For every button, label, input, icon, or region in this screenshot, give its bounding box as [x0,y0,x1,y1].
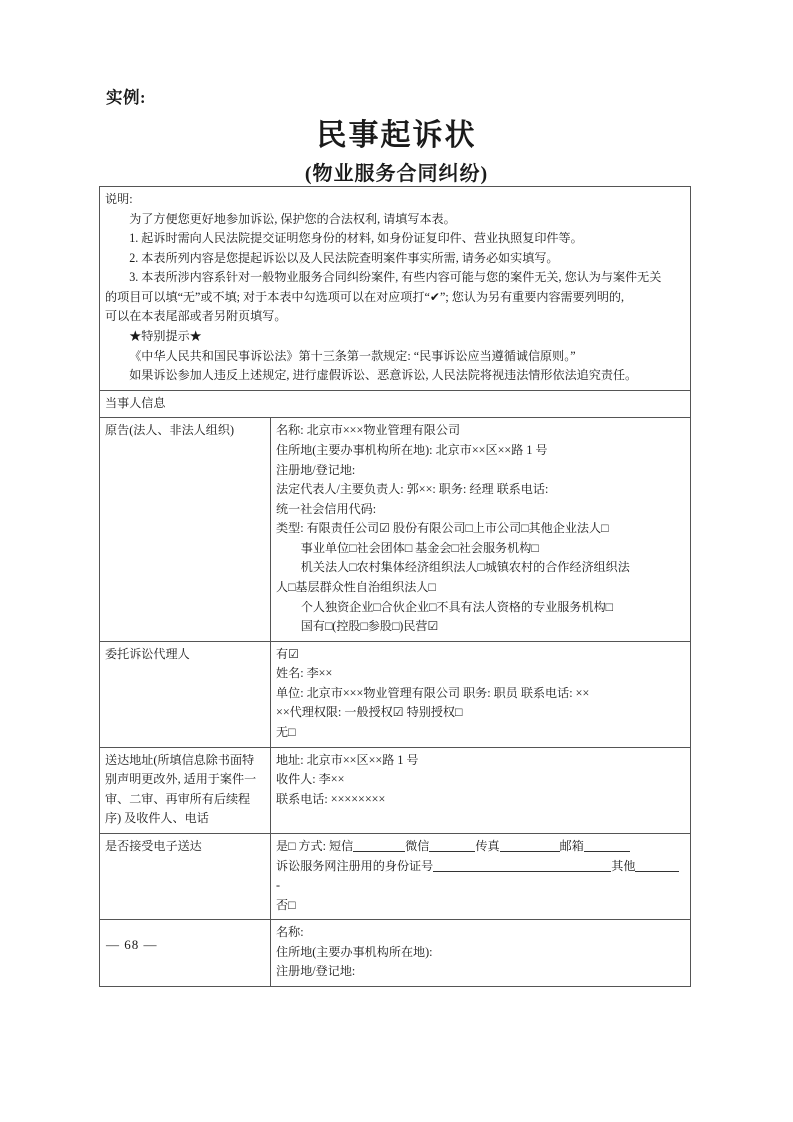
service-address-value: 地址: 北京市××区××路 1 号 [276,752,419,767]
agent-unit: 单位: 北京市×××物业管理有限公司 职务: 职员 联系电话: ×× [276,685,590,700]
row-value-agent [271,641,691,747]
table-row-section-party-info [100,390,691,418]
other-input[interactable] [635,871,679,872]
row-label-service-address: 送达地址(所填信息除书面特别声明更改外, 适用于案件一审、二审、再审所有后续程序) 及收件人、电话 [100,747,271,833]
section-header-party-info: 当事人信息 [100,390,691,418]
table-row-defendant [100,920,691,987]
example-label: 实例: [106,88,146,107]
row-value-plaintiff [271,418,691,641]
instructions-line: 如果诉讼参加人违反上述规定, 进行虚假诉讼、恶意诉讼, 人民法院将视违法情形依法追究责任。 [129,368,638,383]
instructions-heading: 说明: [105,192,133,206]
defendant-registration: 注册地/登记地: [276,964,356,979]
table-row-plaintiff [100,418,691,641]
instructions-line: 《中华人民共和国民事诉讼法》第十三条第一款规定: “民事诉讼应当遵循诚信原则。” [129,348,576,363]
defendant-address: 住所地(主要办事机构所在地): [276,944,433,959]
wechat-input[interactable] [429,851,475,852]
email-input[interactable] [584,851,630,852]
instructions-line: 为了方便您更好地参加诉讼, 保护您的合法权利, 请填写本表。 [129,211,456,226]
e-service-wechat-label: 微信 [405,838,430,853]
plaintiff-type-option-text: 个人独资企业□合伙企业□不具有法人资格的专业服务机构□ [300,599,613,614]
plaintiff-type-option-text: 国有□(控股□参股□)民营☑ [300,619,439,634]
page-subtitle: (物业服务合同纠纷) [304,163,489,185]
e-service-email-label: 邮箱 [559,838,584,853]
sms-input[interactable] [353,851,405,852]
row-label-agent: 委托诉讼代理人 [100,641,271,747]
agent-none-checkbox[interactable]: 无□ [276,725,296,740]
plaintiff-legal-representative: 法定代表人/主要负责人: 郭××: 职务: 经理 联系电话: [276,482,549,497]
civil-complaint-form [99,186,691,987]
service-phone: 联系电话: ×××××××× [276,791,386,806]
instructions-line: 3. 本表所涉内容系针对一般物业服务合同纠纷案件, 有些内容可能与您的案件无关, 您认为与案件无关 [129,270,662,285]
instructions-cell [100,187,691,391]
table-row-service-address [100,747,691,833]
row-value-electronic-service [271,833,691,919]
plaintiff-type-option-line[interactable]: 人□基层群众性自治组织法人□ [276,579,436,594]
instructions-line: 2. 本表所列内容是您提起诉讼以及人民法院查明案件事实所需, 请务必如实填写。 [129,250,559,265]
special-notice-heading: ★特别提示★ [129,329,202,344]
plaintiff-type-option-line[interactable] [276,617,685,637]
page-number-footer: — 68 — [106,937,158,952]
row-value-service-address [271,747,691,833]
e-service-id-label: 诉讼服务网注册用的身份证号 [276,858,434,873]
row-label-electronic-service: 是否接受电子送达 [100,833,271,919]
row-label-defendant [100,920,271,987]
agent-has-checkbox[interactable]: 有☑ [276,646,299,661]
e-service-fax-label: 传真 [475,838,500,853]
agent-authority-options[interactable]: ××代理权限: 一般授权☑ 特别授权□ [276,705,463,720]
instructions-line: 可以在本表尾部或者另附页填写。 [105,309,287,324]
e-service-other-label: 其他 [611,858,636,873]
plaintiff-type-option-text: 事业单位□社会团体□ 基金会□社会服务机构□ [300,540,539,555]
plaintiff-type-option-line[interactable] [276,558,685,578]
plaintiff-name: 名称: 北京市×××物业管理有限公司 [276,423,461,438]
e-service-yes-checkbox[interactable]: 是□ 方式: 短信 [276,838,354,853]
plaintiff-credit-code: 统一社会信用代码: [276,501,377,516]
table-row-electronic-service [100,833,691,919]
agent-name: 姓名: 李×× [276,666,333,681]
plaintiff-type-option-text: 机关法人□农村集体经济组织法人□城镇农村的合作经济组织法 [300,560,630,575]
fax-input[interactable] [500,851,560,852]
defendant-name: 名称: [276,925,304,940]
plaintiff-registration: 注册地/登记地: [276,462,356,477]
e-service-methods-line[interactable] [276,837,685,857]
instructions-line: 1. 起诉时需向人民法院提交证明您身份的材料, 如身份证复印件、营业执照复印件等。 [129,231,583,246]
e-service-id-line[interactable] [276,857,685,877]
service-recipient: 收件人: 李×× [276,772,345,787]
plaintiff-type-option-line[interactable] [276,539,685,559]
table-row-agent [100,641,691,747]
page-title: 民事起诉状 [316,119,477,152]
id-number-input[interactable] [433,871,611,872]
plaintiff-type-option-line[interactable]: 类型: 有限责任公司☑ 股份有限公司□上市公司□其他企业法人□ [276,521,609,536]
row-label-plaintiff: 原告(法人、非法人组织) [100,418,271,641]
table-row-instructions [100,187,691,391]
instructions-line: 的项目可以填“无”或不填; 对于本表中勾选项可以在对应项打“✔”; 您认为另有重要内容需要列明的, [105,289,625,304]
e-service-dash: - [276,878,281,893]
plaintiff-address: 住所地(主要办事机构所在地): 北京市××区××路 1 号 [276,442,548,457]
e-service-no-checkbox[interactable]: 否□ [276,897,296,912]
plaintiff-type-option-line[interactable] [276,598,685,618]
row-value-defendant [271,920,691,987]
